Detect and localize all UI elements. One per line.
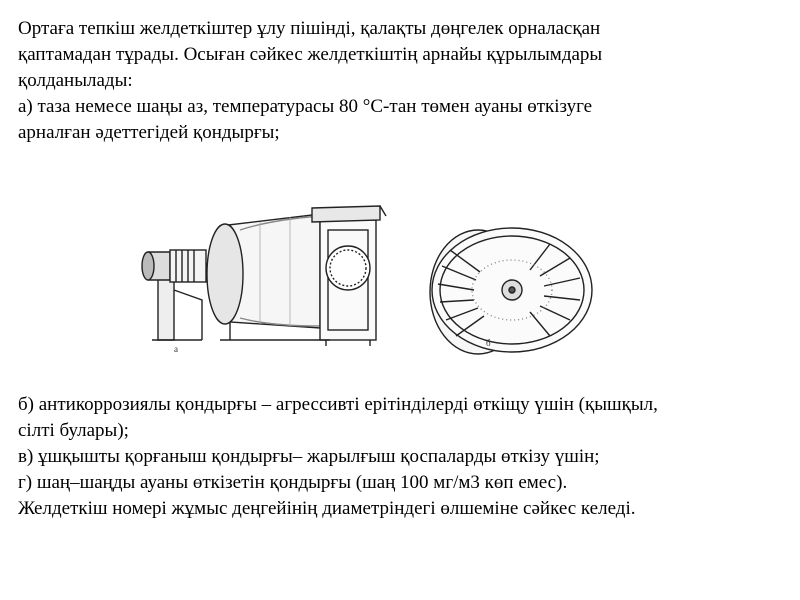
item-b-paragraph: [18, 392, 658, 444]
closing-paragraph: Желдеткіш номері жұмыс деңгейінің диаметріндегі өлшеміне сәйкес келеді.: [18, 498, 636, 519]
impeller-drawing: [430, 228, 592, 354]
fan-drawing: [130, 200, 600, 370]
item-b-line-2: сілті булары);: [18, 420, 129, 441]
intro-line-1: Ортаға тепкіш желдеткіштер ұлу пішінді, қалақты дөңгелек орналасқан: [18, 18, 601, 39]
item-b-line-1: б) антикоррозиялы қондырғы – агрессивті ерітінділерді өткіщу үшін (қышқыл,: [18, 394, 658, 415]
fan-housing-drawing: [142, 206, 386, 346]
item-g-paragraph: г) шаң–шаңды ауаны өткізетін қондырғы (шаң 100 мг/м3 көп емес).: [18, 472, 568, 493]
intro-paragraph: [18, 16, 602, 94]
item-a-line-2: арналған әдеттегідей қондырғы;: [18, 122, 280, 143]
item-a-paragraph: [18, 94, 592, 146]
intro-line-2: қаптамадан тұрады. Осыған сәйкес желдеткіштің арнайы құрылымдары: [18, 44, 603, 65]
item-v-paragraph: в) ұшқышты қорғаныш қондырғы– жарылғыш қоспаларды өткізу үшін;: [18, 446, 600, 467]
item-a-line-1: а) таза немесе шаңы аз, температурасы 80 °С-тан төмен ауаны өткізуге: [18, 96, 593, 117]
figure-label-a: а: [174, 344, 178, 354]
figure-label-b: б: [486, 338, 491, 348]
fan-figure: [130, 200, 600, 370]
intro-line-3: қолданылады:: [18, 70, 133, 91]
